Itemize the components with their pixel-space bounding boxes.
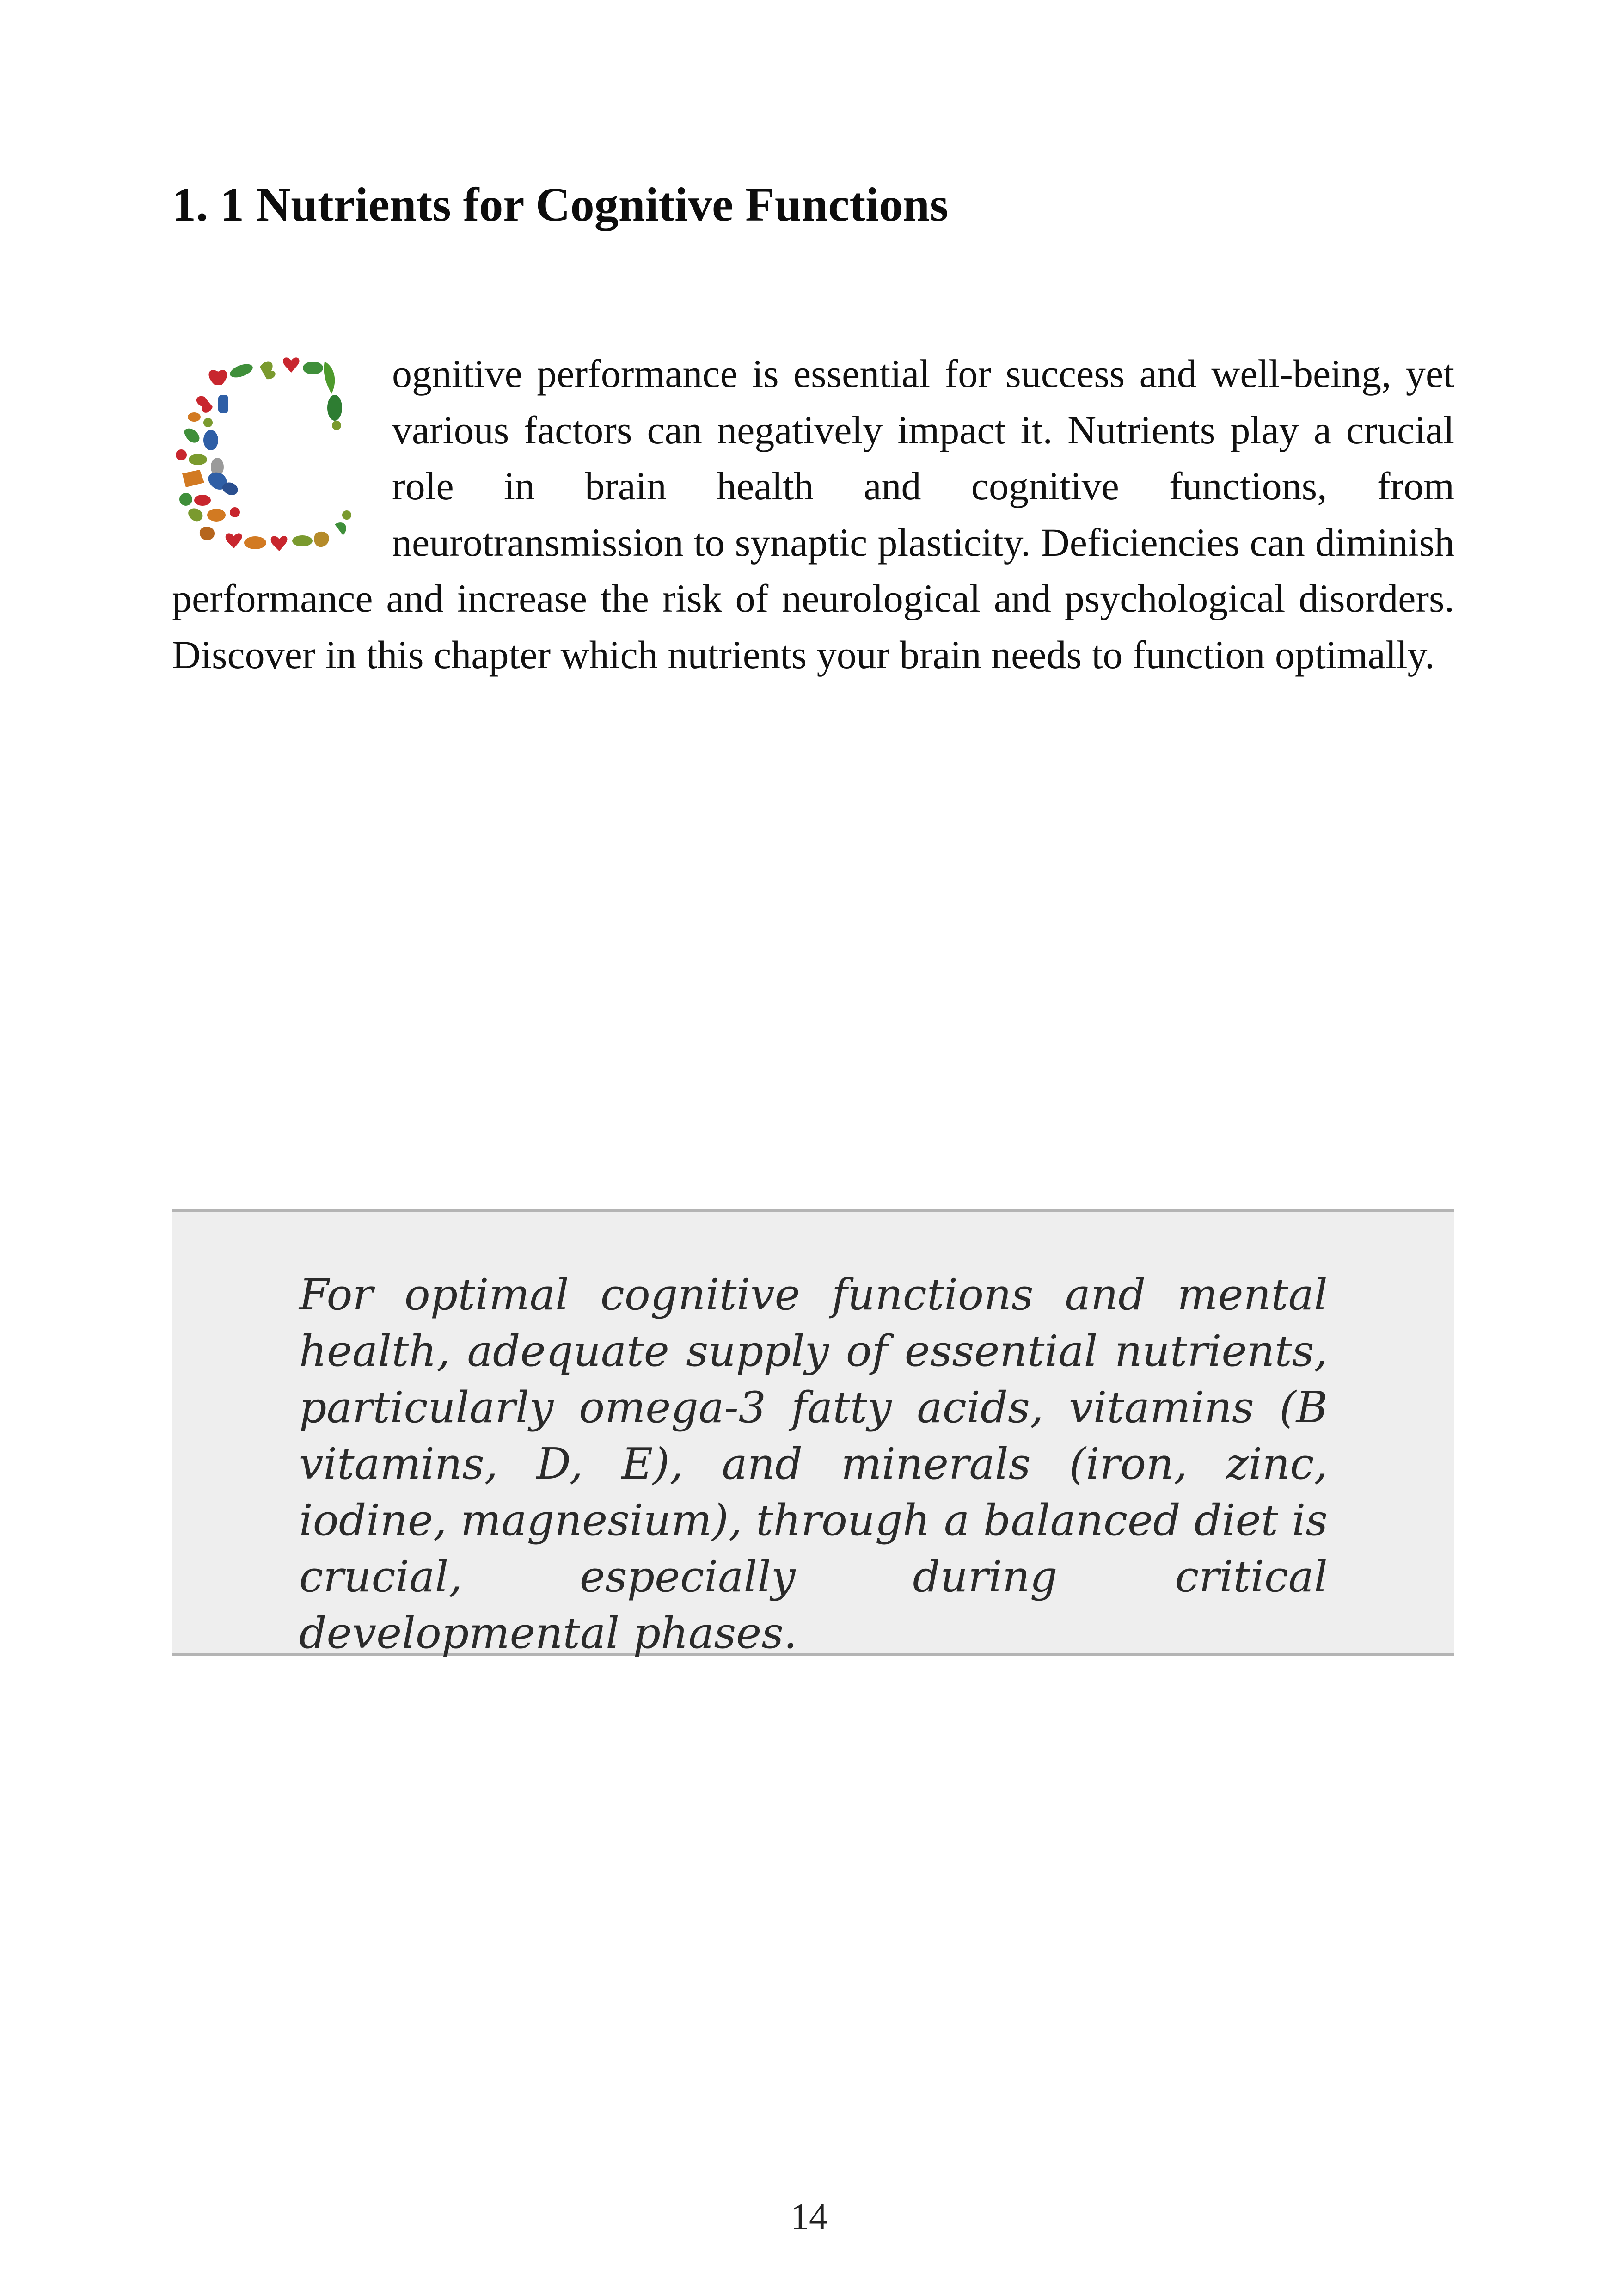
intro-text: ognitive performance is essential for success and well-being, yet various factors can negatively impact it. Nutrients play a crucial role in brain health and cognitive functions, from neurotransmission to synaptic plasticity. Deficiencies can diminish performance and increase the risk of neurological and psychological disorders. Discover in this chapter which nutrients your brain needs to function optimally. — [172, 351, 1454, 677]
key-takeaway-box — [172, 1209, 1454, 1656]
key-takeaway-text: For optimal cognitive functions and mental health, adequate supply of essential nutrients, particularly omega-3 fatty acids, vitamins (B vitamins, D, E), and minerals (iron, zinc, iodine, magnesium), through a balanced diet is crucial, especially during critical developmental phases. — [299, 1270, 1328, 1658]
section-heading: 1. 1 Nutrients for Cognitive Functions — [172, 178, 949, 231]
intro-paragraph — [172, 346, 1454, 683]
page-number: 14 — [791, 2197, 827, 2237]
decorated-drop-cap — [172, 352, 366, 569]
